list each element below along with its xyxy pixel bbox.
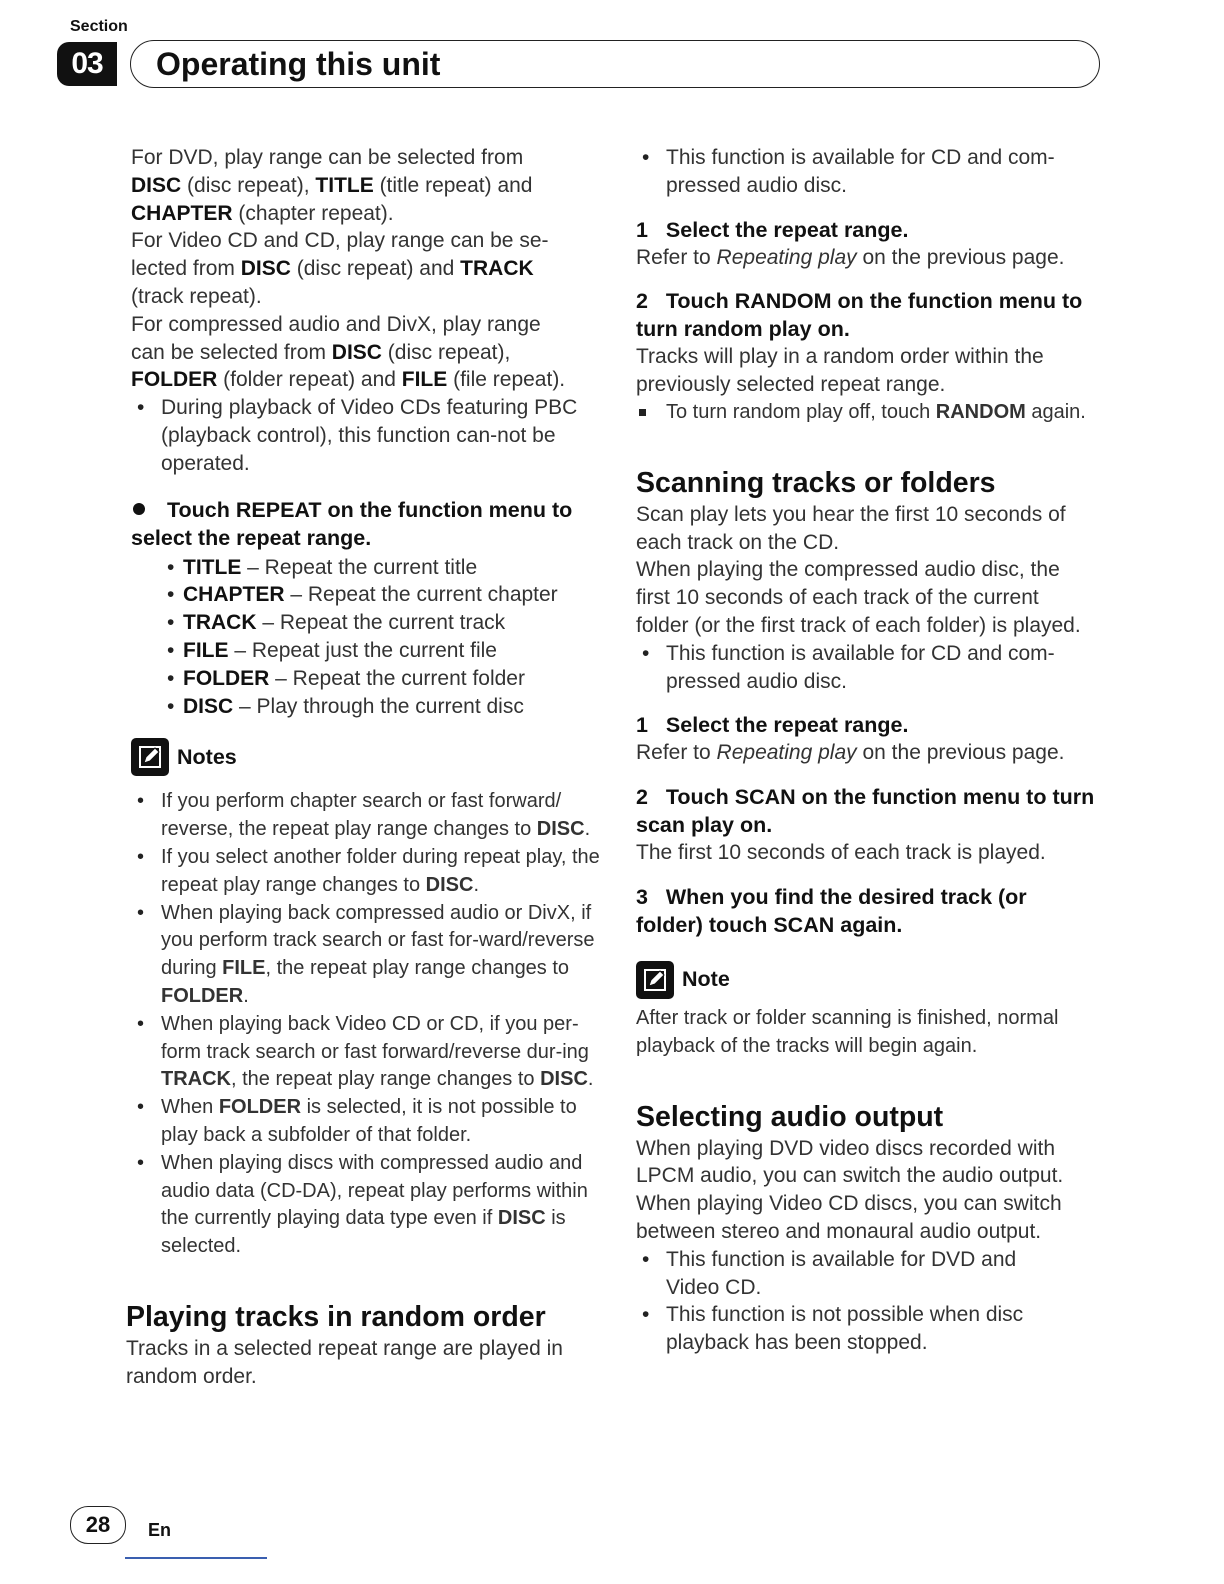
pencil-note-icon <box>636 961 674 999</box>
scan-heading: Scanning tracks or folders <box>636 466 996 499</box>
audio-paragraph-1: When playing DVD video discs recorded with LPCM audio, you can switch the audio output. <box>636 1136 1064 1188</box>
right-column <box>636 144 1096 1357</box>
language-code: En <box>148 1520 172 1540</box>
random-step-2: 2 Touch RANDOM on the function menu to turn random play on. <box>636 289 1083 342</box>
random-step-1-ref: Refer to Repeating play on the previous page. <box>636 245 1065 269</box>
scan-step-2: 2 Touch SCAN on the function menu to turn scan play on. <box>636 785 1095 838</box>
step-bullet-dot <box>133 503 145 515</box>
scan-paragraph-1: Scan play lets you hear the first 10 seconds of each track on the CD. <box>636 502 1066 554</box>
random-heading: Playing tracks in random order <box>126 1300 546 1333</box>
audio-bullet-2: • This function is not possible when disc playback has been stopped. <box>636 1301 1086 1357</box>
random-step-1: 1 Select the repeat range. <box>636 217 909 242</box>
option-track: • TRACK – Repeat the current track <box>161 609 601 637</box>
note-item: • When playing back compressed audio or DivX, if you perform track search or fast for-ward/reverse during FILE, the repeat play range changes to FOLDER. <box>131 900 601 1011</box>
section-number-badge: 03 <box>57 42 117 86</box>
notes-heading: Notes <box>131 738 601 776</box>
audio-paragraph-2: When playing Video CD discs, you can switch between stereo and monaural audio output. <box>636 1192 1062 1243</box>
repeat-step: Touch REPEAT on the function menu to select the repeat range. <box>131 497 573 550</box>
random-description: Tracks in a selected repeat range are played in random order. <box>126 1336 563 1388</box>
pbc-bullet: • During playback of Video CDs featuring PBC (playback control), this function can-not be operated. <box>131 394 581 477</box>
page-number: 28 <box>70 1506 126 1544</box>
option-file: • FILE – Repeat just the current file <box>161 637 601 665</box>
footer-rule <box>125 1557 267 1559</box>
note-item: • When playing discs with compressed audio and audio data (CD-DA), repeat play performs within the currently playing data type even if DISC is selected. <box>131 1150 601 1261</box>
note-item: • If you select another folder during repeat play, the repeat play range changes to DISC. <box>131 844 601 900</box>
random-off-note: To turn random play off, touch RANDOM again. <box>636 399 1096 427</box>
option-disc: • DISC – Play through the current disc <box>161 693 601 721</box>
dvd-range-paragraph: For DVD, play range can be selected from DISC (disc repeat), TITLE (title repeat) and CHAPTER (chapter repeat). For Video CD and CD, play range can be se- lected from DISC (disc repeat) and TRACK (track repeat). For compressed audio and DivX, play range can be selected from DISC (disc repeat), FOLDER (folder repeat) and FILE (file repeat). <box>131 146 566 392</box>
note-item: • If you perform chapter search or fast forward/ reverse, the repeat play range changes to DISC. <box>131 788 601 844</box>
note-item: • When FOLDER is selected, it is not possible to play back a subfolder of that folder. <box>131 1094 601 1150</box>
scan-step-1-ref: Refer to Repeating play on the previous page. <box>636 741 1065 765</box>
audio-bullet-1: • This function is available for DVD and Video CD. <box>636 1246 1066 1302</box>
scan-step-1: 1 Select the repeat range. <box>636 713 909 738</box>
section-title: Operating this unit <box>156 46 441 82</box>
scan-availability-bullet: • This function is available for CD and com-pressed audio disc. <box>636 640 1096 696</box>
audio-heading: Selecting audio output <box>636 1100 944 1133</box>
repeat-options-list <box>131 554 601 721</box>
option-title: • TITLE – Repeat the current title <box>161 554 601 582</box>
left-column <box>126 144 601 1390</box>
section-label: Section <box>70 18 128 35</box>
scan-step-2-desc: The first 10 seconds of each track is played. <box>636 841 1046 865</box>
scan-paragraph-2: When playing the compressed audio disc, the first 10 seconds of each track of the current folder (or the first track of each folder) is played. <box>636 558 1081 637</box>
scan-note-text: After track or folder scanning is finished, normal playback of the tracks will begin again. <box>636 1006 1059 1057</box>
cd-availability-bullet: • This function is available for CD and com-pressed audio disc. <box>636 144 1096 200</box>
random-step-2-desc: Tracks will play in a random order within the previously selected repeat range. <box>636 345 1044 397</box>
note-item: • When playing back Video CD or CD, if you per-form track search or fast forward/reverse dur-ing TRACK, the repeat play range changes to DISC. <box>131 1011 601 1094</box>
option-chapter: • CHAPTER – Repeat the current chapter <box>161 581 601 609</box>
notes-list <box>131 788 601 1261</box>
pencil-note-icon <box>131 738 169 776</box>
note-heading: Note <box>636 961 1096 999</box>
option-folder: • FOLDER – Repeat the current folder <box>161 665 601 693</box>
scan-step-3: 3 When you find the desired track (or folder) touch SCAN again. <box>636 884 1027 937</box>
